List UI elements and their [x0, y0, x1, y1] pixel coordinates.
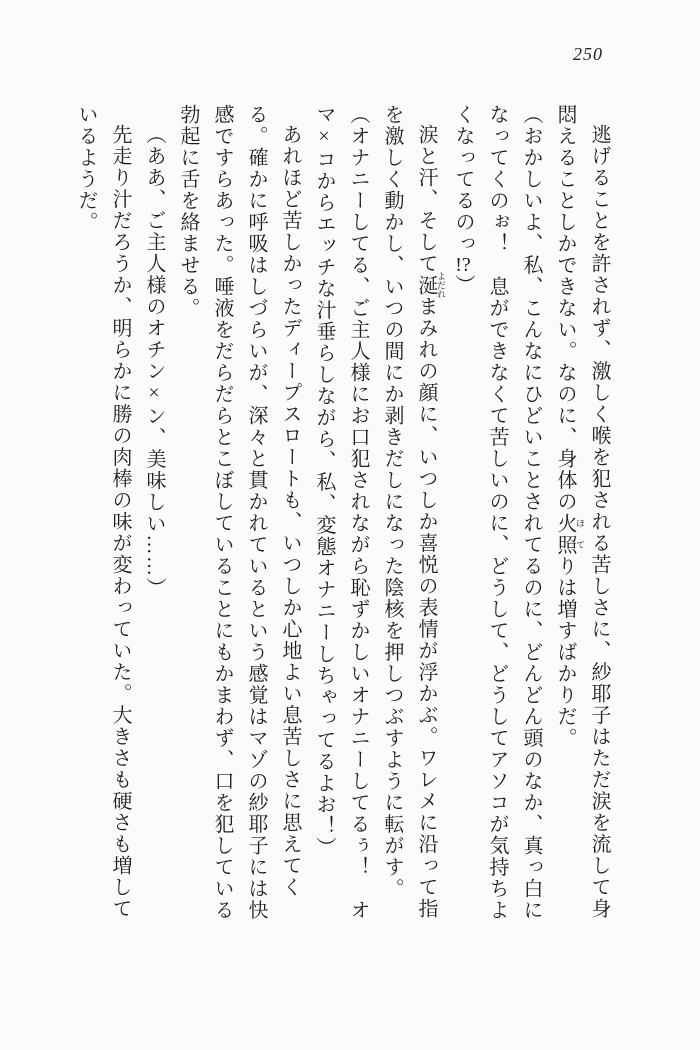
paragraph: （ああ、ご主人様のオチン×ン、美味しい……）: [143, 124, 165, 599]
paragraph: （オナニーしてる、ご主人様にお口犯されながら恥ずかしいオナニーしてるぅ！ オマ×コからエッチな汁垂らしながら、私、変態オナニーしちゃってるよお！）: [313, 104, 369, 921]
paragraph: あれほど苦しかったディープスロートも、いつしか心地よい息苦しさに思えてくる。確かに呼吸はしづらいが、深々と貫かれているという感覚はマゾの紗耶子には快感ですらあった。唾液をだらだらとこぼしていることにもかまわず、口を犯している勃起に舌を絡ませる。: [177, 104, 301, 921]
ruby-annotated-word: 火照 ほて: [554, 512, 585, 556]
tate-chu-yoko: !?: [455, 254, 471, 275]
body-text: [69, 104, 616, 928]
paragraph: （おかしいよ、私、こんなにひどいことされてるのに、どんどん頭のなか、真っ白になってくのぉ！ 息ができなくて苦しいのに、どうして、どうしてアソコが気持ちよくなってるのっ!?）: [452, 104, 542, 921]
ruby-annotated-word: 涎 よだれ: [415, 271, 446, 299]
paragraph: 逃げることを許されず、激しく喉を犯される苦しさに、紗耶子はただ涙を流して身悶えることしかできない。なのに、身体の火照 ほてりは増すばかりだ。: [554, 104, 610, 920]
paragraph: 先走り汁だろうか、明らかに勝の肉棒の味が変わっていた。大きさも硬さも増しているようだ。: [75, 104, 131, 920]
page-number: 250: [573, 44, 603, 64]
paragraph: 涙と汗、そして涎 よだれまみれの顔に、いつしか喜悦の表情が浮かぶ。ワレメに沿って指を激しく動かし、いつの間にか剥きだしになった陰核を押しつぶすように転がす。: [381, 104, 446, 920]
